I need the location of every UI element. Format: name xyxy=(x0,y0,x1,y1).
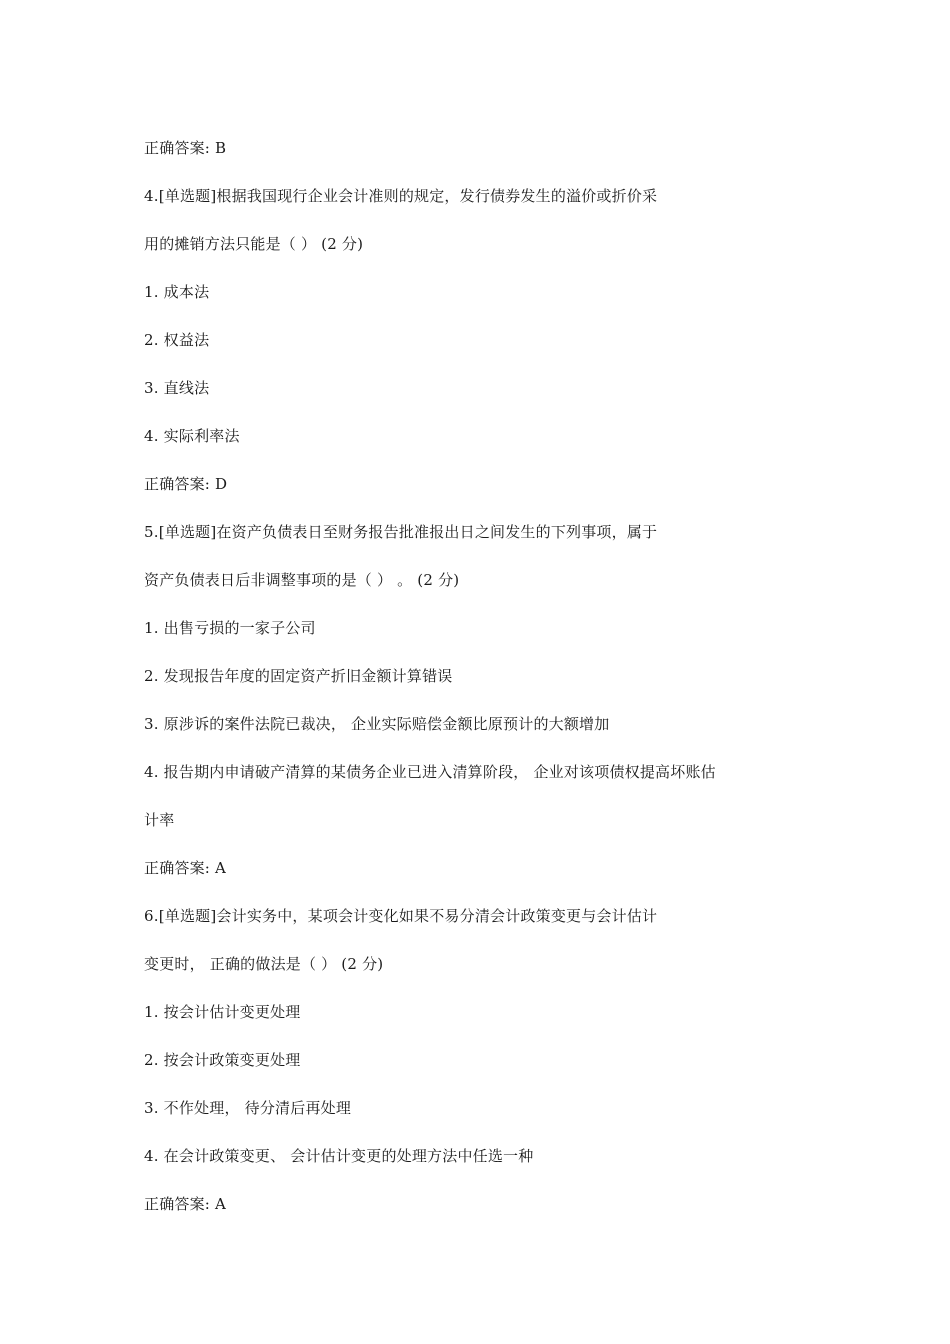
question-5-stem: 5.[单选题]在资产负债表日至财务报告批准报出日之间发生的下列事项，属于 xyxy=(144,523,658,541)
answer-q6: 正确答案: A xyxy=(144,1195,227,1213)
question-6-stem-cont: 变更时， 正确的做法是（ ） (2 分) xyxy=(144,955,384,973)
question-5-option-2: 2. 发现报告年度的固定资产折旧金额计算错误 xyxy=(144,667,453,685)
question-6-option-1: 1. 按会计估计变更处理 xyxy=(144,1003,301,1021)
question-4-option-2: 2. 权益法 xyxy=(144,331,210,349)
question-6-option-3: 3. 不作处理， 待分清后再处理 xyxy=(144,1099,352,1117)
question-5-option-4-cont: 计率 xyxy=(144,811,175,829)
question-4-option-4: 4. 实际利率法 xyxy=(144,427,240,445)
question-4-option-3: 3. 直线法 xyxy=(144,379,210,397)
answer-q5: 正确答案: A xyxy=(144,859,227,877)
answer-q4: 正确答案: D xyxy=(144,475,228,493)
question-4-stem: 4.[单选题]根据我国现行企业会计准则的规定，发行债券发生的溢价或折价采 xyxy=(144,187,658,205)
question-5-option-3: 3. 原涉诉的案件法院已裁决， 企业实际赔偿金额比原预计的大额增加 xyxy=(144,715,610,733)
question-5-stem-cont: 资产负债表日后非调整事项的是（ ） 。 (2 分) xyxy=(144,571,460,589)
document-page xyxy=(144,134,824,1238)
question-5-option-1: 1. 出售亏损的一家子公司 xyxy=(144,619,316,637)
question-4-option-1: 1. 成本法 xyxy=(144,283,210,301)
question-6-option-2: 2. 按会计政策变更处理 xyxy=(144,1051,301,1069)
question-4-stem-cont: 用的摊销方法只能是（ ） (2 分) xyxy=(144,235,364,253)
question-6-stem: 6.[单选题]会计实务中，某项会计变化如果不易分清会计政策变更与会计估计 xyxy=(144,907,658,925)
question-6-option-4: 4. 在会计政策变更、 会计估计变更的处理方法中任选一种 xyxy=(144,1147,534,1165)
answer-q3: 正确答案: B xyxy=(144,139,227,157)
question-5-option-4: 4. 报告期内申请破产清算的某债务企业已进入清算阶段， 企业对该项债权提高坏账估 xyxy=(144,763,716,781)
